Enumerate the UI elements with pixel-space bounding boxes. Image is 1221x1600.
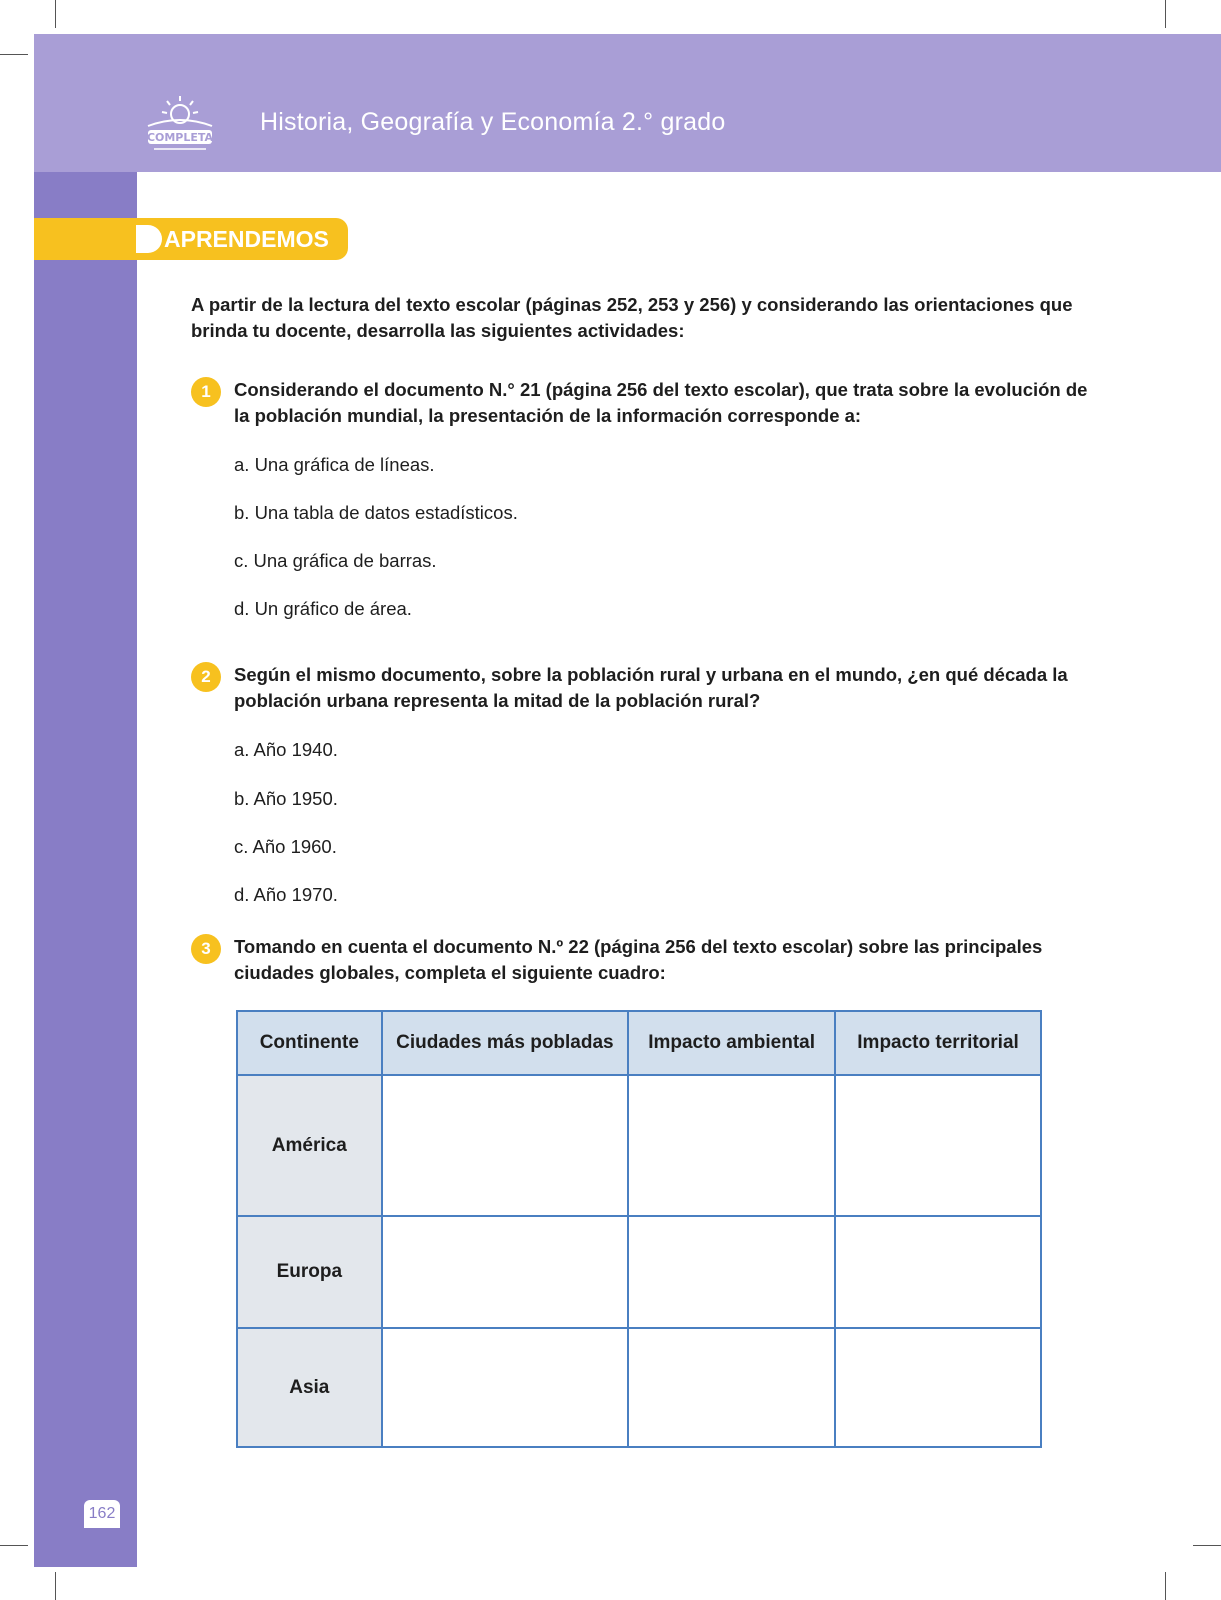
page-number: 162 — [84, 1500, 120, 1528]
answer-cell[interactable] — [835, 1216, 1041, 1328]
question-text: Considerando el documento N.° 21 (página 256 del texto escolar), que trata sobre la evolución de la población mundial, la presentación de la información corresponde a: — [234, 379, 1088, 426]
crop-mark — [1165, 1572, 1166, 1600]
answer-cell[interactable] — [382, 1075, 629, 1216]
section-title: APRENDEMOS — [164, 226, 329, 252]
activity-table — [236, 1010, 1042, 1448]
table-row — [237, 1328, 1041, 1447]
table-header-cell: Ciudades más pobladas — [382, 1011, 629, 1075]
answer-option: b. Una tabla de datos estadísticos. — [234, 502, 518, 523]
crop-mark — [1165, 0, 1166, 28]
crop-mark — [0, 1545, 28, 1546]
answer-cell[interactable] — [835, 1328, 1041, 1447]
answer-option: d. Año 1970. — [234, 884, 338, 905]
crop-mark — [55, 1572, 56, 1600]
continent-cell: Asia — [237, 1328, 382, 1447]
answer-option: b. Año 1950. — [234, 788, 338, 809]
crop-mark — [1193, 1545, 1221, 1546]
svg-text:COMPLETA: COMPLETA — [146, 131, 214, 144]
answer-option: d. Un gráfico de área. — [234, 598, 412, 619]
answer-option: a. Una gráfica de líneas. — [234, 454, 435, 475]
answer-cell[interactable] — [382, 1328, 629, 1447]
table-header-cell: Impacto ambiental — [628, 1011, 835, 1075]
question-number: 1 — [191, 377, 221, 407]
table-row — [237, 1075, 1041, 1216]
section-marker — [136, 225, 162, 253]
answer-cell[interactable] — [628, 1216, 835, 1328]
answer-option: c. Año 1960. — [234, 836, 337, 857]
answer-cell[interactable] — [628, 1075, 835, 1216]
continent-cell: América — [237, 1075, 382, 1216]
answer-cell[interactable] — [835, 1075, 1041, 1216]
answer-cell[interactable] — [628, 1328, 835, 1447]
table-header-cell: Impacto territorial — [835, 1011, 1041, 1075]
question-text: Según el mismo documento, sobre la población rural y urbana en el mundo, ¿en qué década la población urbana representa la mitad de la población rural? — [234, 664, 1068, 711]
question-number: 2 — [191, 662, 221, 692]
continent-cell: Europa — [237, 1216, 382, 1328]
question-text: Tomando en cuenta el documento N.º 22 (página 256 del texto escolar) sobre las principales ciudades globales, completa el siguiente cuadro: — [234, 936, 1043, 983]
sidebar-band — [34, 172, 137, 1567]
jornada-logo — [140, 92, 220, 154]
section-label — [34, 218, 348, 260]
crop-mark — [0, 54, 28, 55]
table-row — [237, 1216, 1041, 1328]
table-header-cell: Continente — [237, 1011, 382, 1075]
table-header-row — [237, 1011, 1041, 1075]
answer-option: c. Una gráfica de barras. — [234, 550, 437, 571]
question-number: 3 — [191, 934, 221, 964]
crop-mark — [55, 0, 56, 28]
page-header-title: Historia, Geografía y Economía 2.° grado — [260, 108, 726, 136]
answer-option: a. Año 1940. — [234, 739, 338, 760]
intro-text: A partir de la lectura del texto escolar (páginas 252, 253 y 256) y considerando las orientaciones que brinda tu docente, desarrolla las siguientes actividades: — [191, 294, 1073, 341]
answer-cell[interactable] — [382, 1216, 629, 1328]
